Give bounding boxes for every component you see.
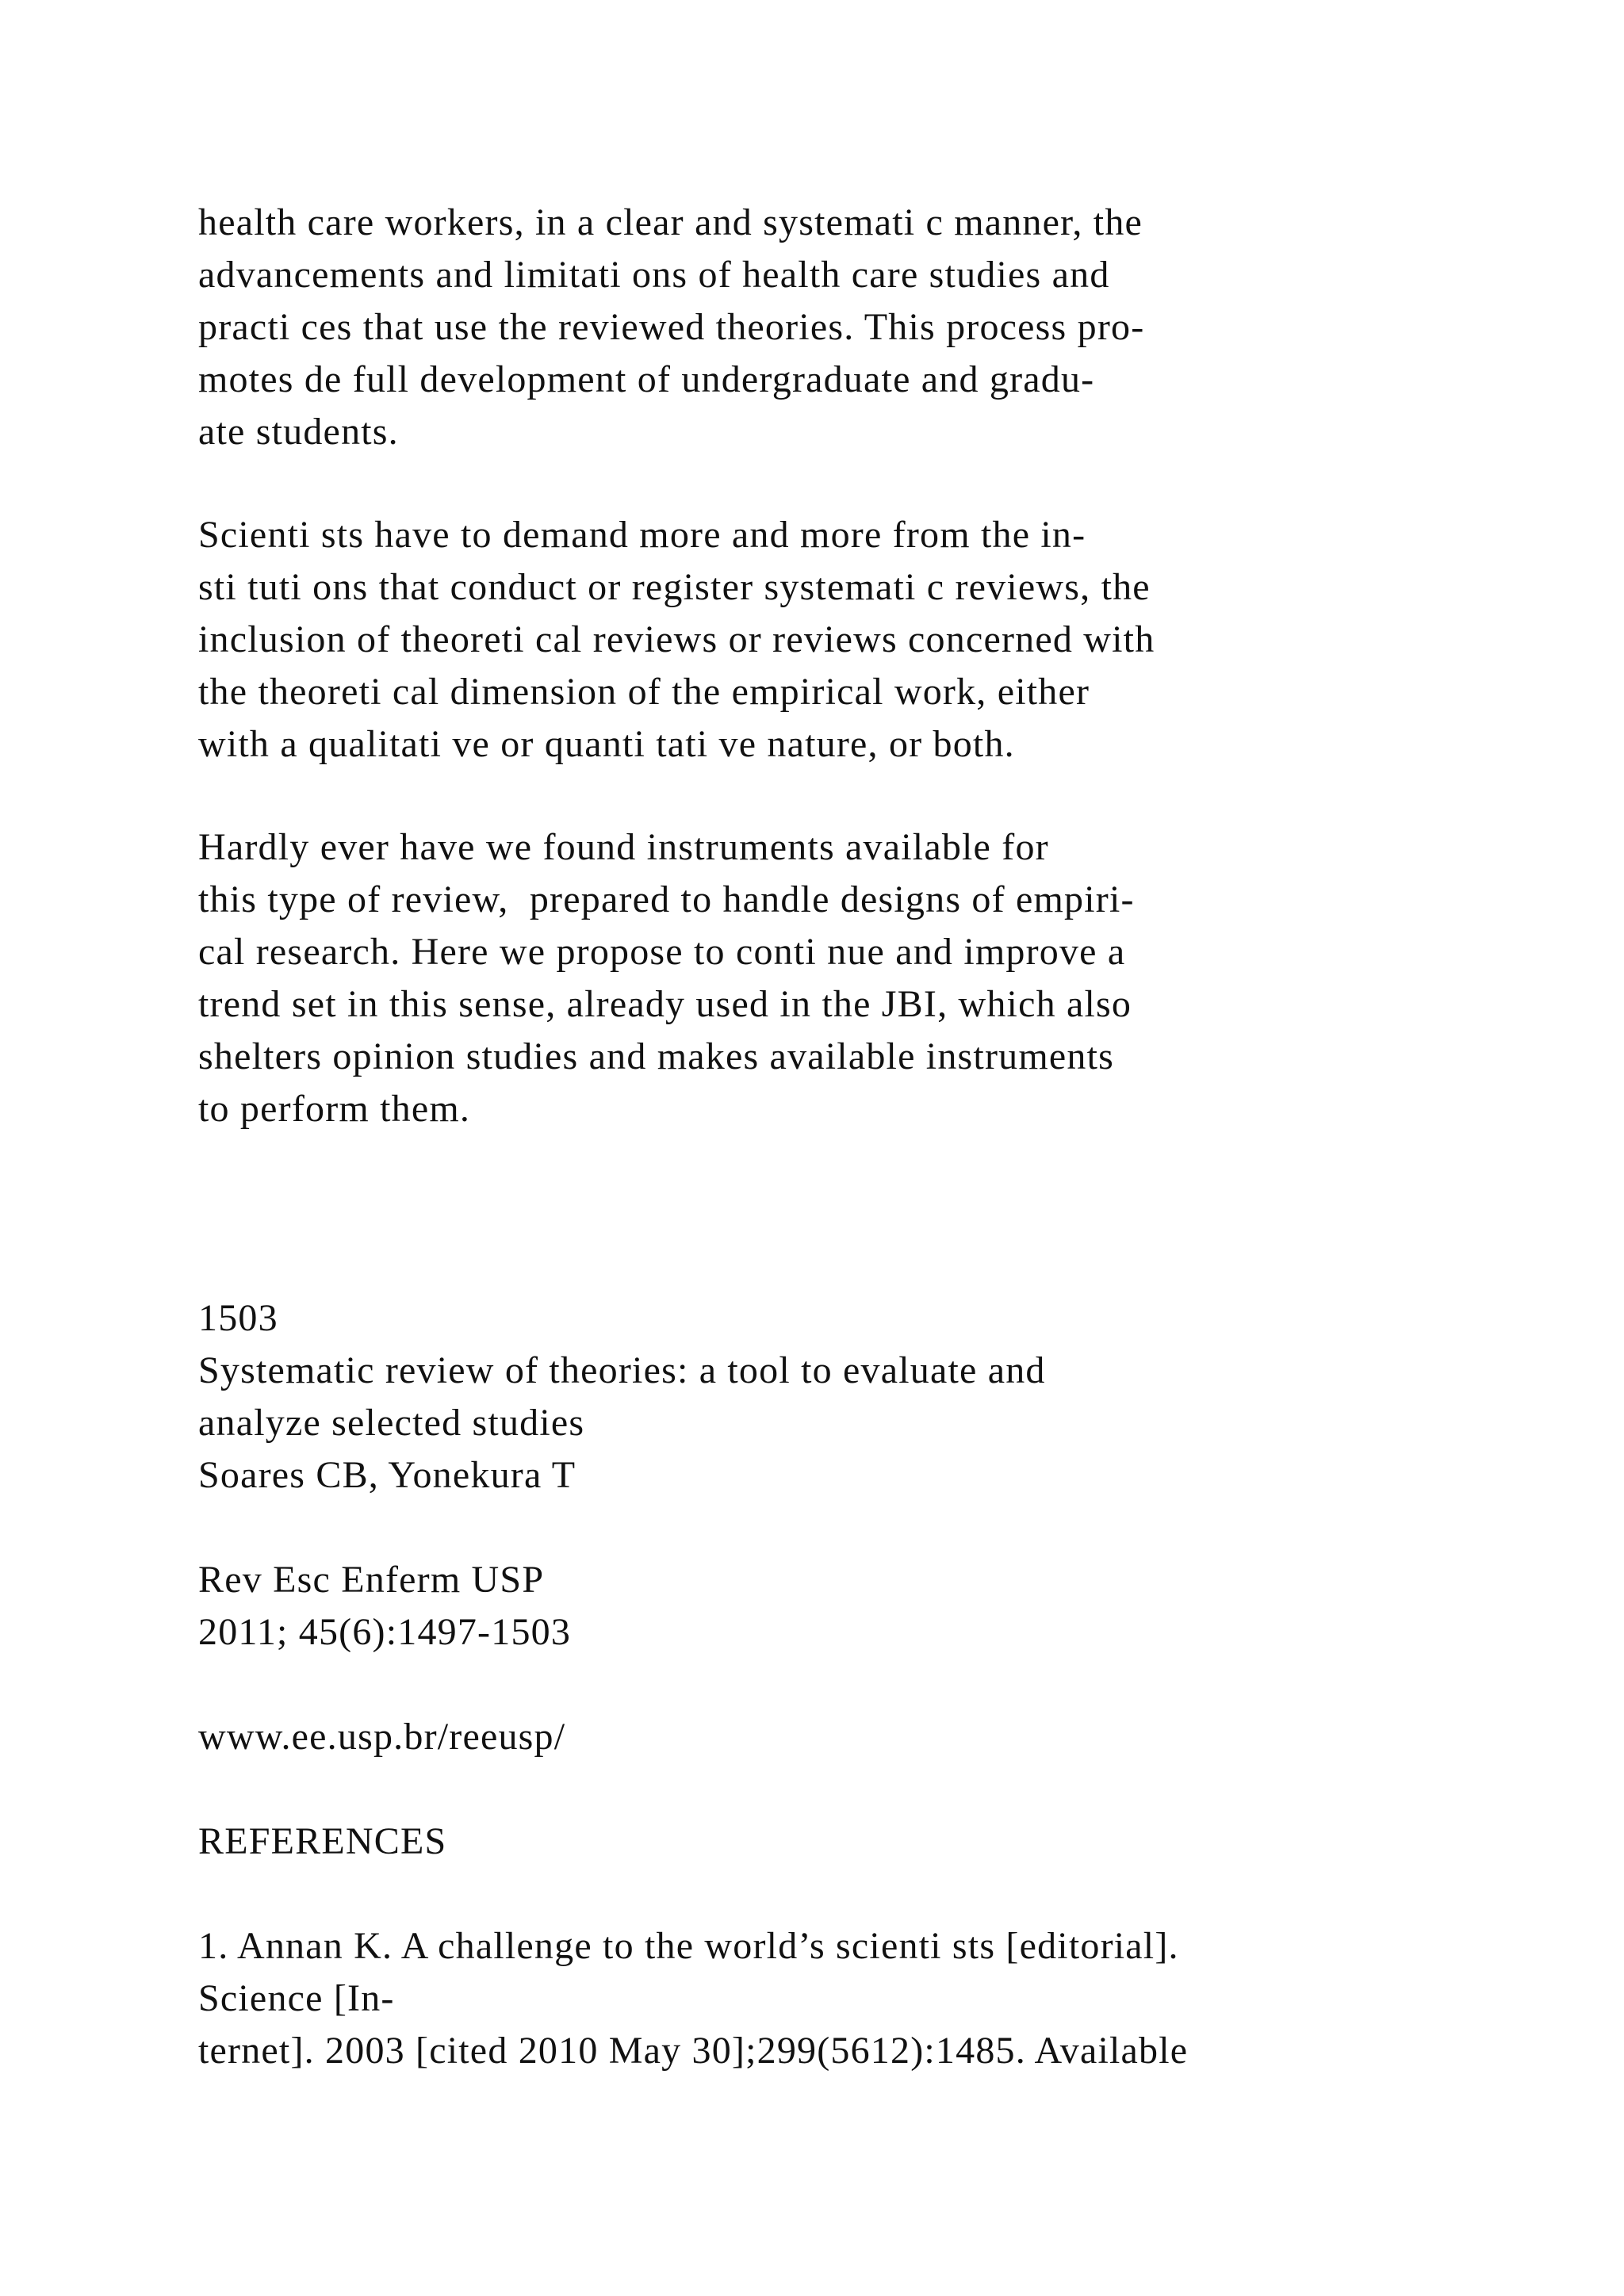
page-number: 1503 — [198, 1297, 278, 1339]
references-heading: REFERENCES — [198, 1820, 447, 1862]
article-authors: Soares CB, Yonekura T — [198, 1454, 576, 1496]
paragraph-1-line-5: ate students. — [198, 411, 399, 453]
paragraph-2-line-4: the theoreti cal dimension of the empirical work, either — [198, 671, 1090, 713]
paragraph-1-line-4: motes de full development of undergraduate and gradu- — [198, 358, 1095, 400]
article-title-line-1: Systematic review of theories: a tool to evaluate and — [198, 1349, 1046, 1391]
paragraph-2-line-2: sti tuti ons that conduct or register systemati c reviews, the — [198, 566, 1151, 608]
paragraph-3-line-3: cal research. Here we propose to conti nue and improve a — [198, 931, 1126, 973]
journal-citation: 2011; 45(6):1497-1503 — [198, 1611, 572, 1653]
paragraph-3-line-2: this type of review, prepared to handle designs of empiri- — [198, 878, 1135, 920]
paragraph-2-line-5: with a qualitati ve or quanti tati ve nature, or both. — [198, 723, 1015, 765]
paragraph-3-line-5: shelters opinion studies and makes available instruments — [198, 1035, 1114, 1077]
paragraph-1-line-3: practi ces that use the reviewed theories. This process pro- — [198, 306, 1145, 348]
paragraph-2-line-1: Scienti sts have to demand more and more from the in- — [198, 514, 1086, 556]
paragraph-1-line-2: advancements and limitati ons of health care studies and — [198, 254, 1110, 296]
reference-1-line-2: Science [In- — [198, 1977, 395, 2019]
reference-1-line-3: ternet]. 2003 [cited 2010 May 30];299(5612):1485. Available — [198, 2030, 1189, 2072]
reference-1-line-1: 1. Annan K. A challenge to the world’s scienti sts [editorial]. — [198, 1925, 1179, 1967]
paragraph-3-line-6: to perform them. — [198, 1088, 471, 1130]
paragraph-2-line-3: inclusion of theoreti cal reviews or reviews concerned with — [198, 618, 1155, 660]
paragraph-3-line-1: Hardly ever have we found instruments available for — [198, 826, 1049, 868]
paragraph-1-line-1: health care workers, in a clear and systemati c manner, the — [198, 201, 1143, 243]
article-title-line-2: analyze selected studies — [198, 1402, 585, 1444]
journal-name: Rev Esc Enferm USP — [198, 1559, 545, 1601]
journal-url: www.ee.usp.br/reeusp/ — [198, 1716, 566, 1758]
paragraph-3-line-4: trend set in this sense, already used in the JBI, which also — [198, 983, 1132, 1025]
